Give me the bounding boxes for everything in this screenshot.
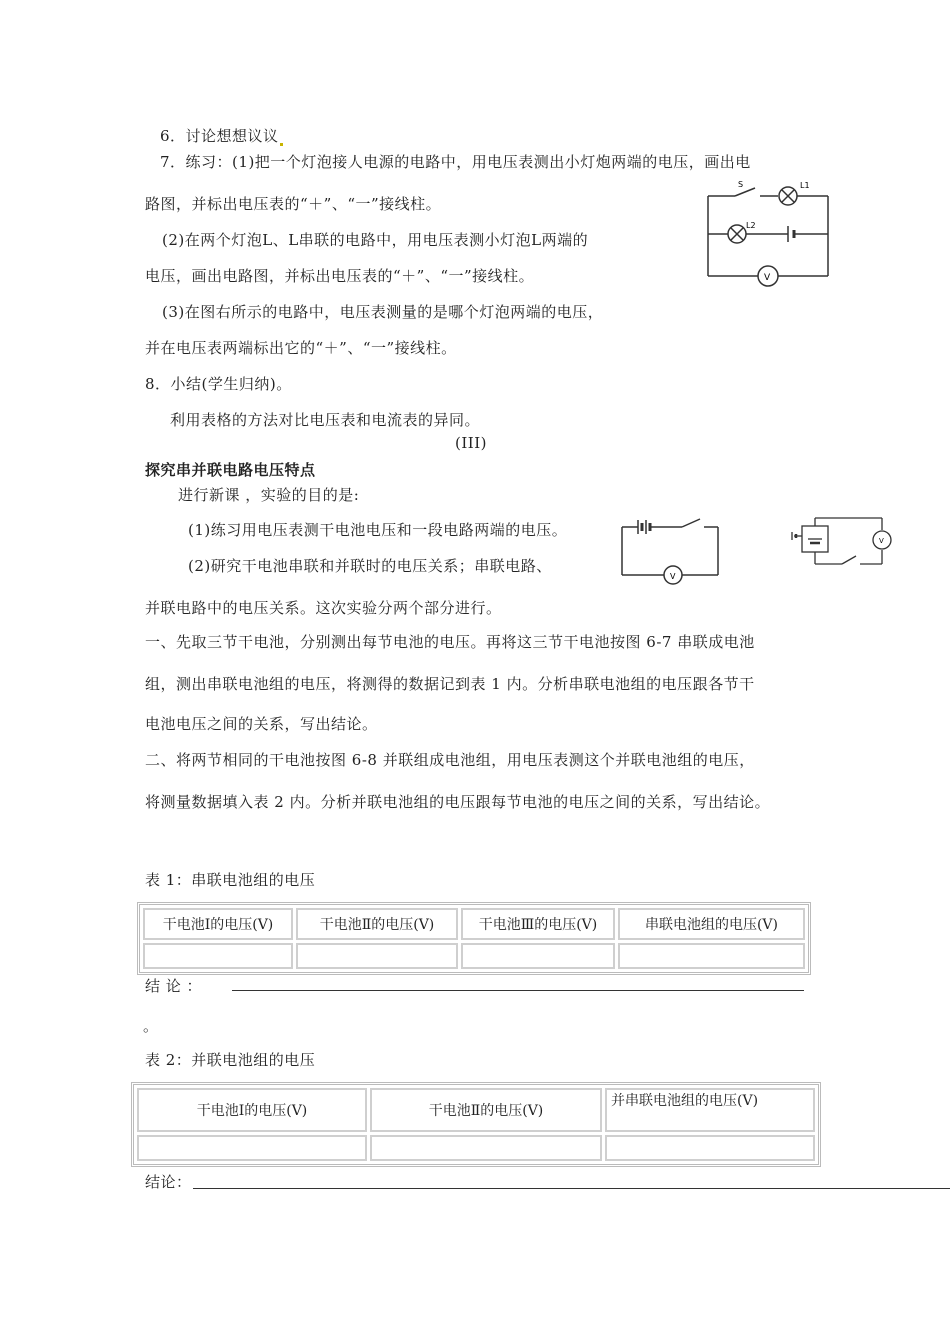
battery-voltmeter-circuit (616, 515, 726, 585)
voltmeter-label-3: V (879, 537, 884, 545)
table-2-cell[interactable] (605, 1135, 815, 1161)
part-label: (III) (455, 434, 487, 452)
goal-2: (2)研究干电池串联和并联时的电压关系；串联电路、 (188, 557, 552, 575)
table-2 (131, 1082, 821, 1167)
table-2-cell[interactable] (137, 1135, 367, 1161)
section-7-line-1: 7．练习：(1)把一个灯泡接人电源的电路中，用电压表测出小灯炮两端的电压，画出电 (160, 153, 751, 171)
table-1 (137, 902, 811, 975)
section-7-line-6: 并在电压表两端标出它的“＋”、“一”接线柱。 (145, 339, 457, 357)
table-2-cell[interactable] (370, 1135, 602, 1161)
table-2-header-cell: 并串联电池组的电压(V) (605, 1088, 815, 1132)
section-7-line-5: (3)在图右所示的电路中，电压表测量的是哪个灯泡两端的电压， (162, 303, 604, 321)
table-1-cell[interactable] (143, 943, 293, 969)
goal-1: (1)练习用电压表测干电池电压和一段电路两端的电压。 (188, 521, 568, 539)
table-2-caption: 表 2：并联电池组的电压 (145, 1051, 316, 1069)
parallel-battery-circuit (782, 512, 900, 572)
switch-label: S (738, 180, 744, 189)
voltmeter-label: V (764, 273, 771, 283)
lamp1-label: L1 (800, 181, 810, 190)
conclusion-2-blank[interactable] (193, 1188, 950, 1189)
step-1-line-1: 一、先取三节干电池，分别测出每节电池的电压。再将这三节干电池按图 6-7 串联成电池 (145, 633, 755, 651)
conclusion-1-blank[interactable] (232, 990, 804, 991)
table-1-header-cell: 干电池Ⅰ的电压(V) (143, 908, 293, 940)
table-2-header-cell: 干电池Ⅱ的电压(V) (370, 1088, 602, 1132)
table-1-cell[interactable] (618, 943, 805, 969)
section-heading: 探究串并联电路电压特点 (145, 461, 316, 479)
lamp2-label: L2 (746, 221, 756, 230)
table-1-data-row (143, 943, 805, 969)
conclusion-2-label: 结论： (145, 1173, 192, 1191)
section-7-line-4: 电压，画出电路图，并标出电压表的“＋”、“一”接线柱。 (145, 267, 535, 285)
table-1-header-cell: 干电池Ⅲ的电压(V) (461, 908, 615, 940)
conclusion-1-end: 。 (143, 1017, 159, 1035)
goal-2-continued: 并联电路中的电压关系。这次实验分两个部分进行。 (145, 599, 502, 617)
table-1-header-cell: 干电池Ⅱ的电压(V) (296, 908, 458, 940)
step-2-line-2: 将测量数据填入表 2 内。分析并联电池组的电压跟每节电池的电压之间的关系，写出结论。 (145, 793, 771, 811)
voltmeter-label-2: V (670, 572, 676, 581)
table-2-header-cell: 干电池Ⅰ的电压(V) (137, 1088, 367, 1132)
intro-text: 进行新课 ，实验的目的是: (178, 486, 360, 504)
table-2-header-row (137, 1088, 815, 1132)
table-1-cell[interactable] (296, 943, 458, 969)
step-1-line-2: 组，测出串联电池组的电压，将测得的数据记到表 1 内。分析串联电池组的电压跟各节干 (145, 675, 755, 693)
table-2-data-row (137, 1135, 815, 1161)
table-1-header-cell: 串联电池组的电压(V) (618, 908, 805, 940)
series-circuit-diagram (700, 176, 840, 288)
section-6-heading: 6．讨论想想议议 (160, 126, 284, 146)
conclusion-1-label: 结 论 ： (145, 977, 203, 995)
step-1-line-3: 电池电压之间的关系，写出结论。 (145, 715, 378, 733)
section-7-line-3: (2)在两个灯泡L、L串联的电路中，用电压表测小灯泡L两端的 (162, 231, 589, 249)
section-7-line-2: 路图，并标出电压表的“＋”、“一”接线柱。 (145, 195, 442, 213)
table-1-cell[interactable] (461, 943, 615, 969)
table-1-caption: 表 1：串联电池组的电压 (145, 871, 316, 889)
section-8-heading: 8．小结(学生归纳)。 (145, 375, 292, 393)
table-1-header-row (143, 908, 805, 940)
step-2-line-1: 二、将两节相同的干电池按图 6-8 并联组成电池组，用电压表测这个并联电池组的电压， (145, 751, 755, 769)
section-8-text: 利用表格的方法对比电压表和电流表的异同。 (170, 411, 481, 429)
